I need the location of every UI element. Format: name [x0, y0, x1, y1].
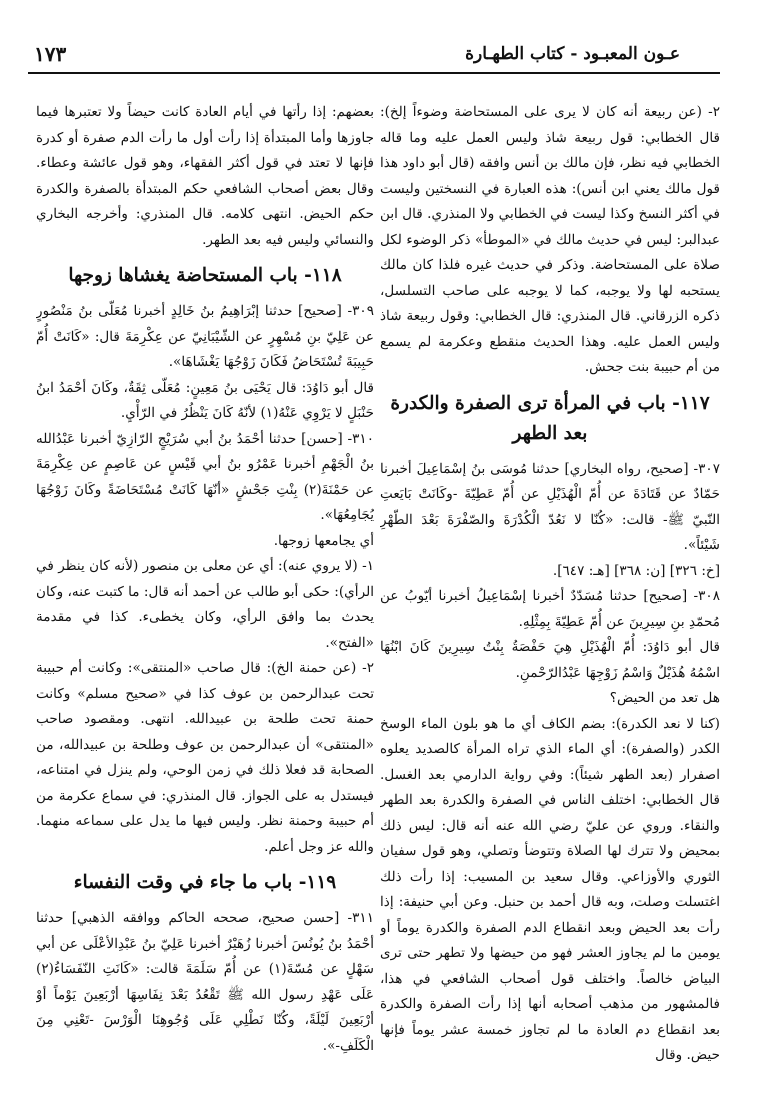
hadith-reference: [خ: ٣٢٦] [ن: ٣٦٨] [هـ: ٦٤٧]. [552, 562, 720, 579]
chapter-heading-119: ١١٩- باب ما جاء في وقت النفساء [73, 872, 337, 893]
page-number: ١٧٣ [34, 42, 67, 66]
question-line: هل تعد من الحيض؟ [609, 690, 720, 706]
hadith-310: ٣١٠- [حسن] حدثنا أحْمَدُ بنُ أبي سُرَيْجٍ الرّازِيّ أخبرنا عَبْدُالله بنُ الْجَهْمِ أخبرنا عَمْرُو بنُ أبي قَيْسٍ عن عَاصِمٍ عن عِكْرِمَةَ عن حَمْنَةَ(٢) بِنْتِ جَحْشٍ «أنّهَا كَانَتْ مُسْتَحَاضَةً وكَانَ زَوْجُهَا يُجَامِعُهَا». [36, 430, 374, 523]
running-title: عـون المعبـود - كتاب الطهـارة [465, 44, 680, 64]
abu-dawud-note: قال أبو دَاوُدَ: أُمّ الْهُذَيْلِ هِيَ حَفْصَةُ بِنْتُ سِيرِينَ كَانَ ابْنُهَا اسْمُهُ هُذَيْلٌ وَاسْمُ زَوْجِهَا عَبْدُالرّحْمنِ. [380, 639, 720, 681]
footnote-2: ٢- (عن حمنة الخ): قال صاحب «المنتقى»: وكانت أم حبيبة تحت عبدالرحمن بن عوف كذا في «صحيح مسلم» وكانت حمنة تحت طلحة بن عبيدالله. انتهى. ومقصود صاحب «المنتقى» أن عبدالرحمن بن عوف وطلحة بن عبيدالله، من الصحابة قد فعلا ذلك في زمن الوحي، ولم ينزل في امتناعه، فيستدل به على الجواز. قال المنذري: في سماع عكرمة من أم حبيبة وحمنة نظر. وليس فيها ما يدل على سماعه منهما. والله عز وجل أعلم. [36, 660, 374, 855]
commentary-paragraph: (كنا لا نعد الكدرة): بضم الكاف أي ما هو بلون الماء الوسخ الكدر (والصفرة): أي الماء الذي تراه المرأة كالصديد يعلوه اصفرار (بعد الطهر شيئاً): وفي رواية الدارمي بعد الغسل. قال الخطابي: اختلف الناس في الصفرة والكدرة بعد الطهر والنقاء. وروي عن عليّ رضي الله عنه أنه قال: ليس ذلك بمحيض ولا تترك لها الصلاة وتتوضأ وتصلي، وهو قول سفيان الثوري والأوزاعي. وقال سعيد بن المسيب: إذا رأت ذلك اغتسلت وصلت، وبه قال أحمد بن حنبل. وعن أبي حنيفة: إذا رأت بعد الحيض وبعد انقطاع الدم الصفرة والكدرة يوماً أو يومين ما لم يجاوز العشر فهو من حيضها ولا تطهر حتى ترى البياض خالصاً. واختلف قول أصحاب الشافعي في هذا، فالمشهور من مذهب أصحابه أنها إذا رأت الصفرة والكدرة بعد انقطاع دم العادة ما لم تجاوز خمسة عشر يوماً فإنها حيض. وقال [380, 715, 720, 1063]
footnote-1: ١- (لا يروي عنه): أي عن معلى بن منصور (لأنه كان ينظر في الرأي): حكى أبو طالب عن أحمد أنه قال: ما كتبت عنه، وكان يحدث بما وافق الرأي، وكان يخطىء. كذا في مقدمة «الفتح». [36, 558, 374, 651]
left-column [36, 100, 374, 1078]
right-column [380, 100, 720, 1078]
hadith-307: ٣٠٧- [صحيح، رواه البخاري] حدثنا مُوسَى بنُ إسْمَاعِيلَ أخبرنا حَمّادٌ عن قَتَادَةَ عن أُمّ الْهُذَيْلِ عن أُمّ عَطِيّةَ -وكَانَتْ بَايَعتِ النّبيّ ﷺ- قالت: «كُنّا لا نَعُدّ الْكُدْرَةَ والصّفْرَةَ بَعْدَ الطّهْرِ شَيْئاً». [380, 460, 720, 553]
abu-dawud-note: قال أبو دَاوُدَ: قال يَحْيَى بنُ مَعِينٍ: مُعَلّى ثِقَةٌ، وكَانَ أحْمَدُ ابنُ حَنْبَلٍ لا يَرْوِي عَنْهُ(١) لأنّهُ كَانَ يَنْظُرُ في الرّأْيِ. [36, 379, 374, 421]
chapter-heading-117: ١١٧- باب في المرأة ترى الصفرة والكدرة بعد الطهر [390, 392, 710, 444]
gloss-line: أي يجامعها زوجها. [273, 532, 374, 549]
hadith-311: ٣١١- [حسن صحيح، صححه الحاكم ووافقه الذهبي] حدثنا أحْمَدُ بنُ يُونُسَ أخبرنا زُهَيْرٌ أخبرنا عَلِيّ بنُ عَبْدِالأعْلَى عن أبي سَهْلٍ عن مُسّةَ(١) عن أُمّ سَلَمَةَ قالت: «كَانَتِ النّفَسَاءُ(٢) عَلَى عَهْدِ رسول الله ﷺ تَقْعُدُ بَعْدَ نِفَاسِهَا أرْبَعِينَ يَوْماً أوْ أرْبَعِينَ لَيْلَةً، وكُنّا نَطْلِي عَلَى وُجُوهِنَا الْوَرْسَ -تَعْنِي مِنَ الْكَلَفِ-». [36, 910, 374, 1054]
commentary-paragraph: بعضهم: إذا رأتها في أيام العادة كانت حيضاً ولا تعتبرها فيما جاوزها وأما المبتدأة إذا رأت أول ما رأت الدم صفرة أو كدرة فإنها لا تعتد في قول أكثر الفقهاء، وهو قول عائشة وعطاء. وقال بعض أصحاب الشافعي حكم المبتدأة بالصفرة والكدرة حكم الحيض. انتهى كلامه. قال المنذري: وأخرجه البخاري والنسائي وليس فيه بعد الطهر. [36, 104, 374, 248]
page-header [28, 38, 720, 74]
hadith-308: ٣٠٨- [صحيح] حدثنا مُسَدّدٌ أخبرنا إسْمَاعِيلُ أخبرنا أيّوبُ عن مُحمّدِ بنِ سِيرِينَ عن أُمّ عَطِيّةَ بِمِثْلِهِ. [380, 588, 720, 630]
hadith-309: ٣٠٩- [صحيح] حدثنا إبْرَاهِيمُ بنُ خَالِدٍ أخبرنا مُعَلّى بنُ مَنْصُورٍ عن عَلِيّ بنِ مُسْهِرٍ عن الشّيْبَانِيّ عن عِكْرِمَةَ قال: «كَانَتْ أُمّ حَبِيبَةَ تُسْتَحَاضُ فَكَانَ زَوْجُهَا يَغْشَاهَا». [36, 303, 374, 370]
chapter-heading-118: ١١٨- باب المستحاضة يغشاها زوجها [68, 265, 342, 286]
commentary-paragraph: ٢- (عن ربيعة أنه كان لا يرى على المستحاضة وضوءاً إلخ): قال الخطابي: قول ربيعة شاذ وليس العمل عليه وما قاله الخطابي فيه نظر، فإن مالك بن أنس وافقه (قال أبو داود هذا قول مالك يعني ابن أنس): هذه العبارة في النسختين وليست في أكثر النسخ وكذا ليست في الخطابي ولا المنذري. قال ابن عبدالبر: ليس في حديث مالك في «الموطأ» ذكر الوضوء لكل صلاة على المستحاضة. وذكر في حديث غيره فلذا كان مالك يستحبه لها ولا يوجبه، كما لا يوجبه على صاحب التسلسل، ذكره الزرقاني. قال المنذري: قال الخطابي: وقول ربيعة شاذ وليس العمل عليه. وهذا الحديث منقطع وعكرمة لم يسمع من أم حبيبة بنت جحش. [380, 104, 720, 375]
